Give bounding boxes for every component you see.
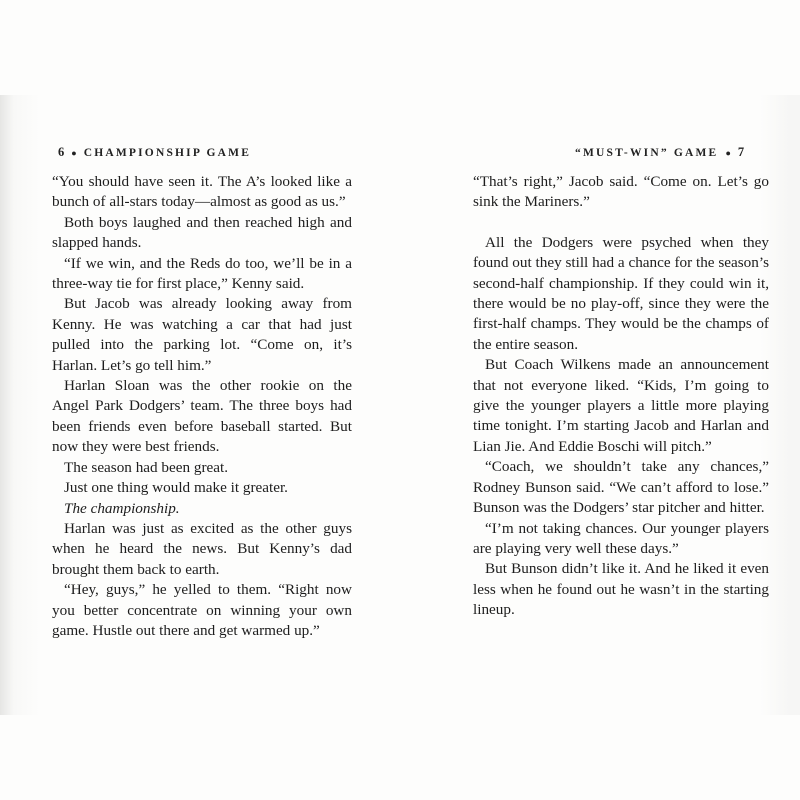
left-page-text xyxy=(52,172,352,641)
paragraph: “I’m not taking chances. Our younger players are playing very well these days.” xyxy=(473,519,769,557)
right-running-title: “MUST-WIN” GAME xyxy=(575,147,719,159)
paragraph: All the Dodgers were psyched when they found out they still had a chance for the season’s second-half championship. If they could win it, there would be no play-off, since they were the first-half champs. They would be the champs of the entire season. xyxy=(473,233,769,353)
paragraph: Harlan Sloan was the other rookie on the Angel Park Dodgers’ team. The three boys had been friends even before baseball started. But now they were best friends. xyxy=(52,377,352,456)
paragraph: Both boys laughed and then reached high and slapped hands. xyxy=(52,213,352,252)
paragraph: Just one thing would make it greater. xyxy=(64,479,288,497)
right-page-text xyxy=(473,172,769,621)
paragraph: “Hey, guys,” he yelled to them. “Right now you better concentrate on winning your own game. Hustle out there and get warmed up.” xyxy=(52,581,352,639)
paragraph: “If we win, and the Reds do too, we’ll be in a three-way tie for first place,” Kenny said. xyxy=(52,254,352,293)
left-running-title: CHAMPIONSHIP GAME xyxy=(83,147,252,159)
paragraph: But Jacob was already looking away from Kenny. He was watching a car that had just pulled into the parking lot. “Come on, it’s Harlan. Let’s go tell him.” xyxy=(52,295,352,374)
paragraph: But Bunson didn’t like it. And he liked it even less when he found out he wasn’t in the starting lineup. xyxy=(473,560,769,619)
right-page-number: 7 xyxy=(737,145,745,159)
paragraph: The season had been great. xyxy=(64,458,229,476)
paragraph: “Coach, we shouldn’t take any chances,” Rodney Bunson said. “We can’t afford to lose.” Bunson was the Dodgers’ star pitcher and hitter. xyxy=(473,458,769,517)
left-page-number: 6 xyxy=(58,145,65,159)
bullet-separator: ● xyxy=(725,148,731,158)
left-running-head xyxy=(58,145,251,161)
paragraph: “That’s right,” Jacob said. “Come on. Let’s go sink the Mariners.” xyxy=(473,173,769,211)
paragraph: The championship. xyxy=(64,499,180,517)
paragraph: But Coach Wilkens made an announcement that not everyone liked. “Kids, I’m going to give the younger players a little more playing time tonight. I’m starting Jacob and Harlan and Lian Jie. And Eddie Boschi will pitch.” xyxy=(473,356,769,455)
right-running-head xyxy=(575,145,744,161)
paragraph: Harlan was just as excited as the other guys when he heard the news. But Kenny’s dad brought them back to earth. xyxy=(52,519,352,578)
paragraph: “You should have seen it. The A’s looked like a bunch of all-stars today—almost as good as us.” xyxy=(52,173,352,211)
bullet-separator: ● xyxy=(71,148,77,158)
